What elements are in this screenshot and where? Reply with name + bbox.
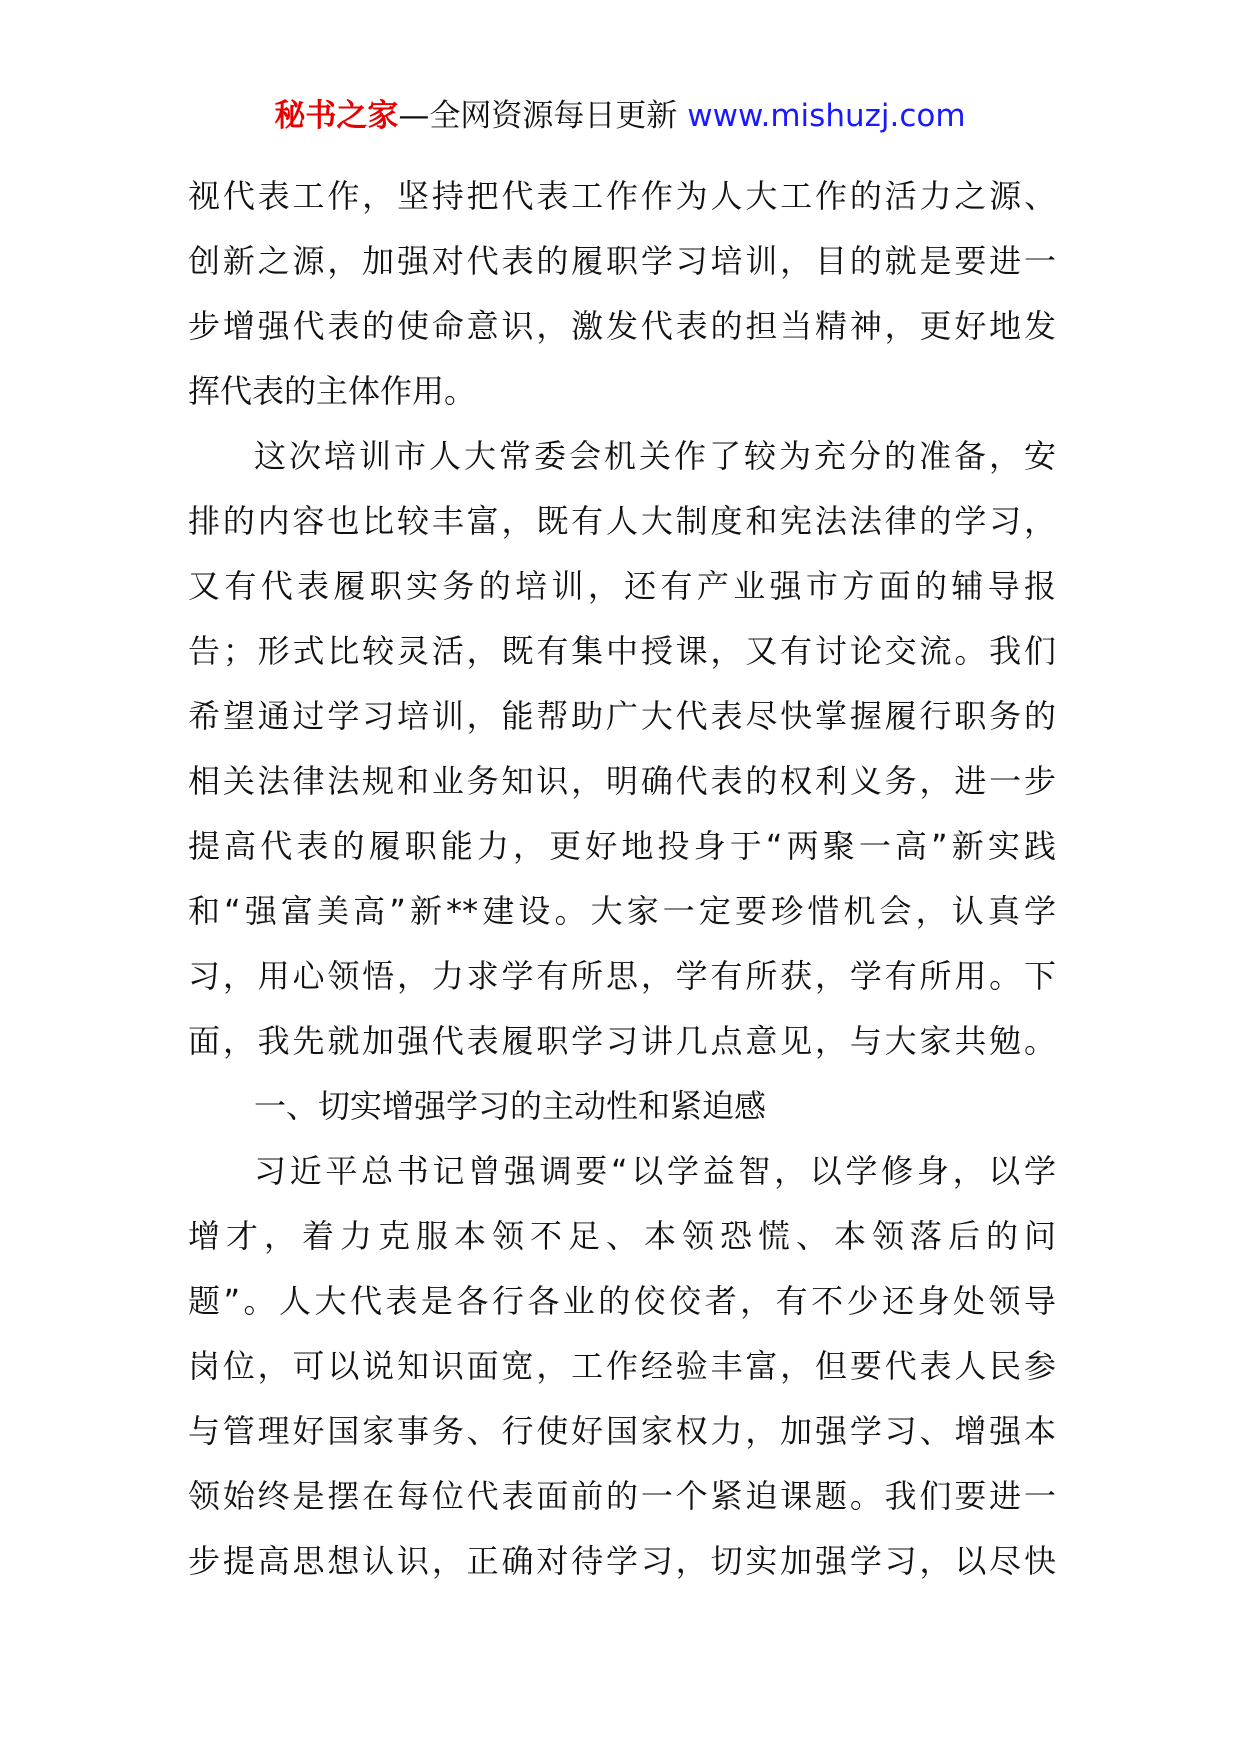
text-line: 和“强富美高”新**建设。大家一定要珍惜机会，认真学 (188, 892, 1056, 930)
watermark-header (0, 94, 1240, 138)
text-line: 步增强代表的使命意识，激发代表的担当精神，更好地发 (188, 307, 1056, 345)
text-line: 增才，着力克服本领不足、本领恐慌、本领落后的问 (188, 1217, 1056, 1255)
text-line: 与管理好国家事务、行使好国家权力，加强学习、增强本 (188, 1412, 1056, 1450)
text-line: 步提高思想认识，正确对待学习，切实加强学习，以尽快 (188, 1542, 1056, 1580)
text-line: 题”。人大代表是各行各业的佼佼者，有不少还身处领导 (188, 1282, 1056, 1320)
text-line: 领始终是摆在每位代表面前的一个紧迫课题。我们要进一 (188, 1477, 1056, 1515)
paragraph-first-line: 这次培训市人大常委会机关作了较为充分的准备，安 (254, 437, 1056, 475)
text-line: 提高代表的履职能力，更好地投身于“两聚一高”新实践 (188, 827, 1056, 865)
section-heading: 一、切实增强学习的主动性和紧迫感 (254, 1087, 767, 1125)
text-line: 告；形式比较灵活，既有集中授课，又有讨论交流。我们 (188, 632, 1056, 670)
text-line: 希望通过学习培训，能帮助广大代表尽快掌握履行职务的 (188, 697, 1056, 735)
header-tagline: —全网资源每日更新 (398, 98, 688, 134)
paragraph-first-line: 习近平总书记曾强调要“以学益智，以学修身，以学 (254, 1152, 1056, 1190)
text-line: 视代表工作，坚持把代表工作作为人大工作的活力之源、 (188, 177, 1056, 215)
text-line: 面，我先就加强代表履职学习讲几点意见，与大家共勉。 (188, 1022, 1056, 1060)
brand-name: 秘书之家 (274, 98, 399, 134)
text-line: 又有代表履职实务的培训，还有产业强市方面的辅导报 (188, 567, 1056, 605)
text-line: 创新之源，加强对代表的履职学习培训，目的就是要进一 (188, 242, 1056, 280)
text-line: 排的内容也比较丰富，既有人大制度和宪法法律的学习， (188, 502, 1056, 540)
website-url[interactable]: www.mishuzj.com (687, 98, 966, 134)
text-line: 岗位，可以说知识面宽，工作经验丰富，但要代表人民参 (188, 1347, 1056, 1385)
text-line: 相关法律法规和业务知识，明确代表的权利义务，进一步 (188, 762, 1056, 800)
document-body (188, 164, 1056, 1594)
text-line: 习，用心领悟，力求学有所思，学有所获，学有所用。下 (188, 957, 1056, 995)
text-line: 挥代表的主体作用。 (188, 372, 477, 410)
